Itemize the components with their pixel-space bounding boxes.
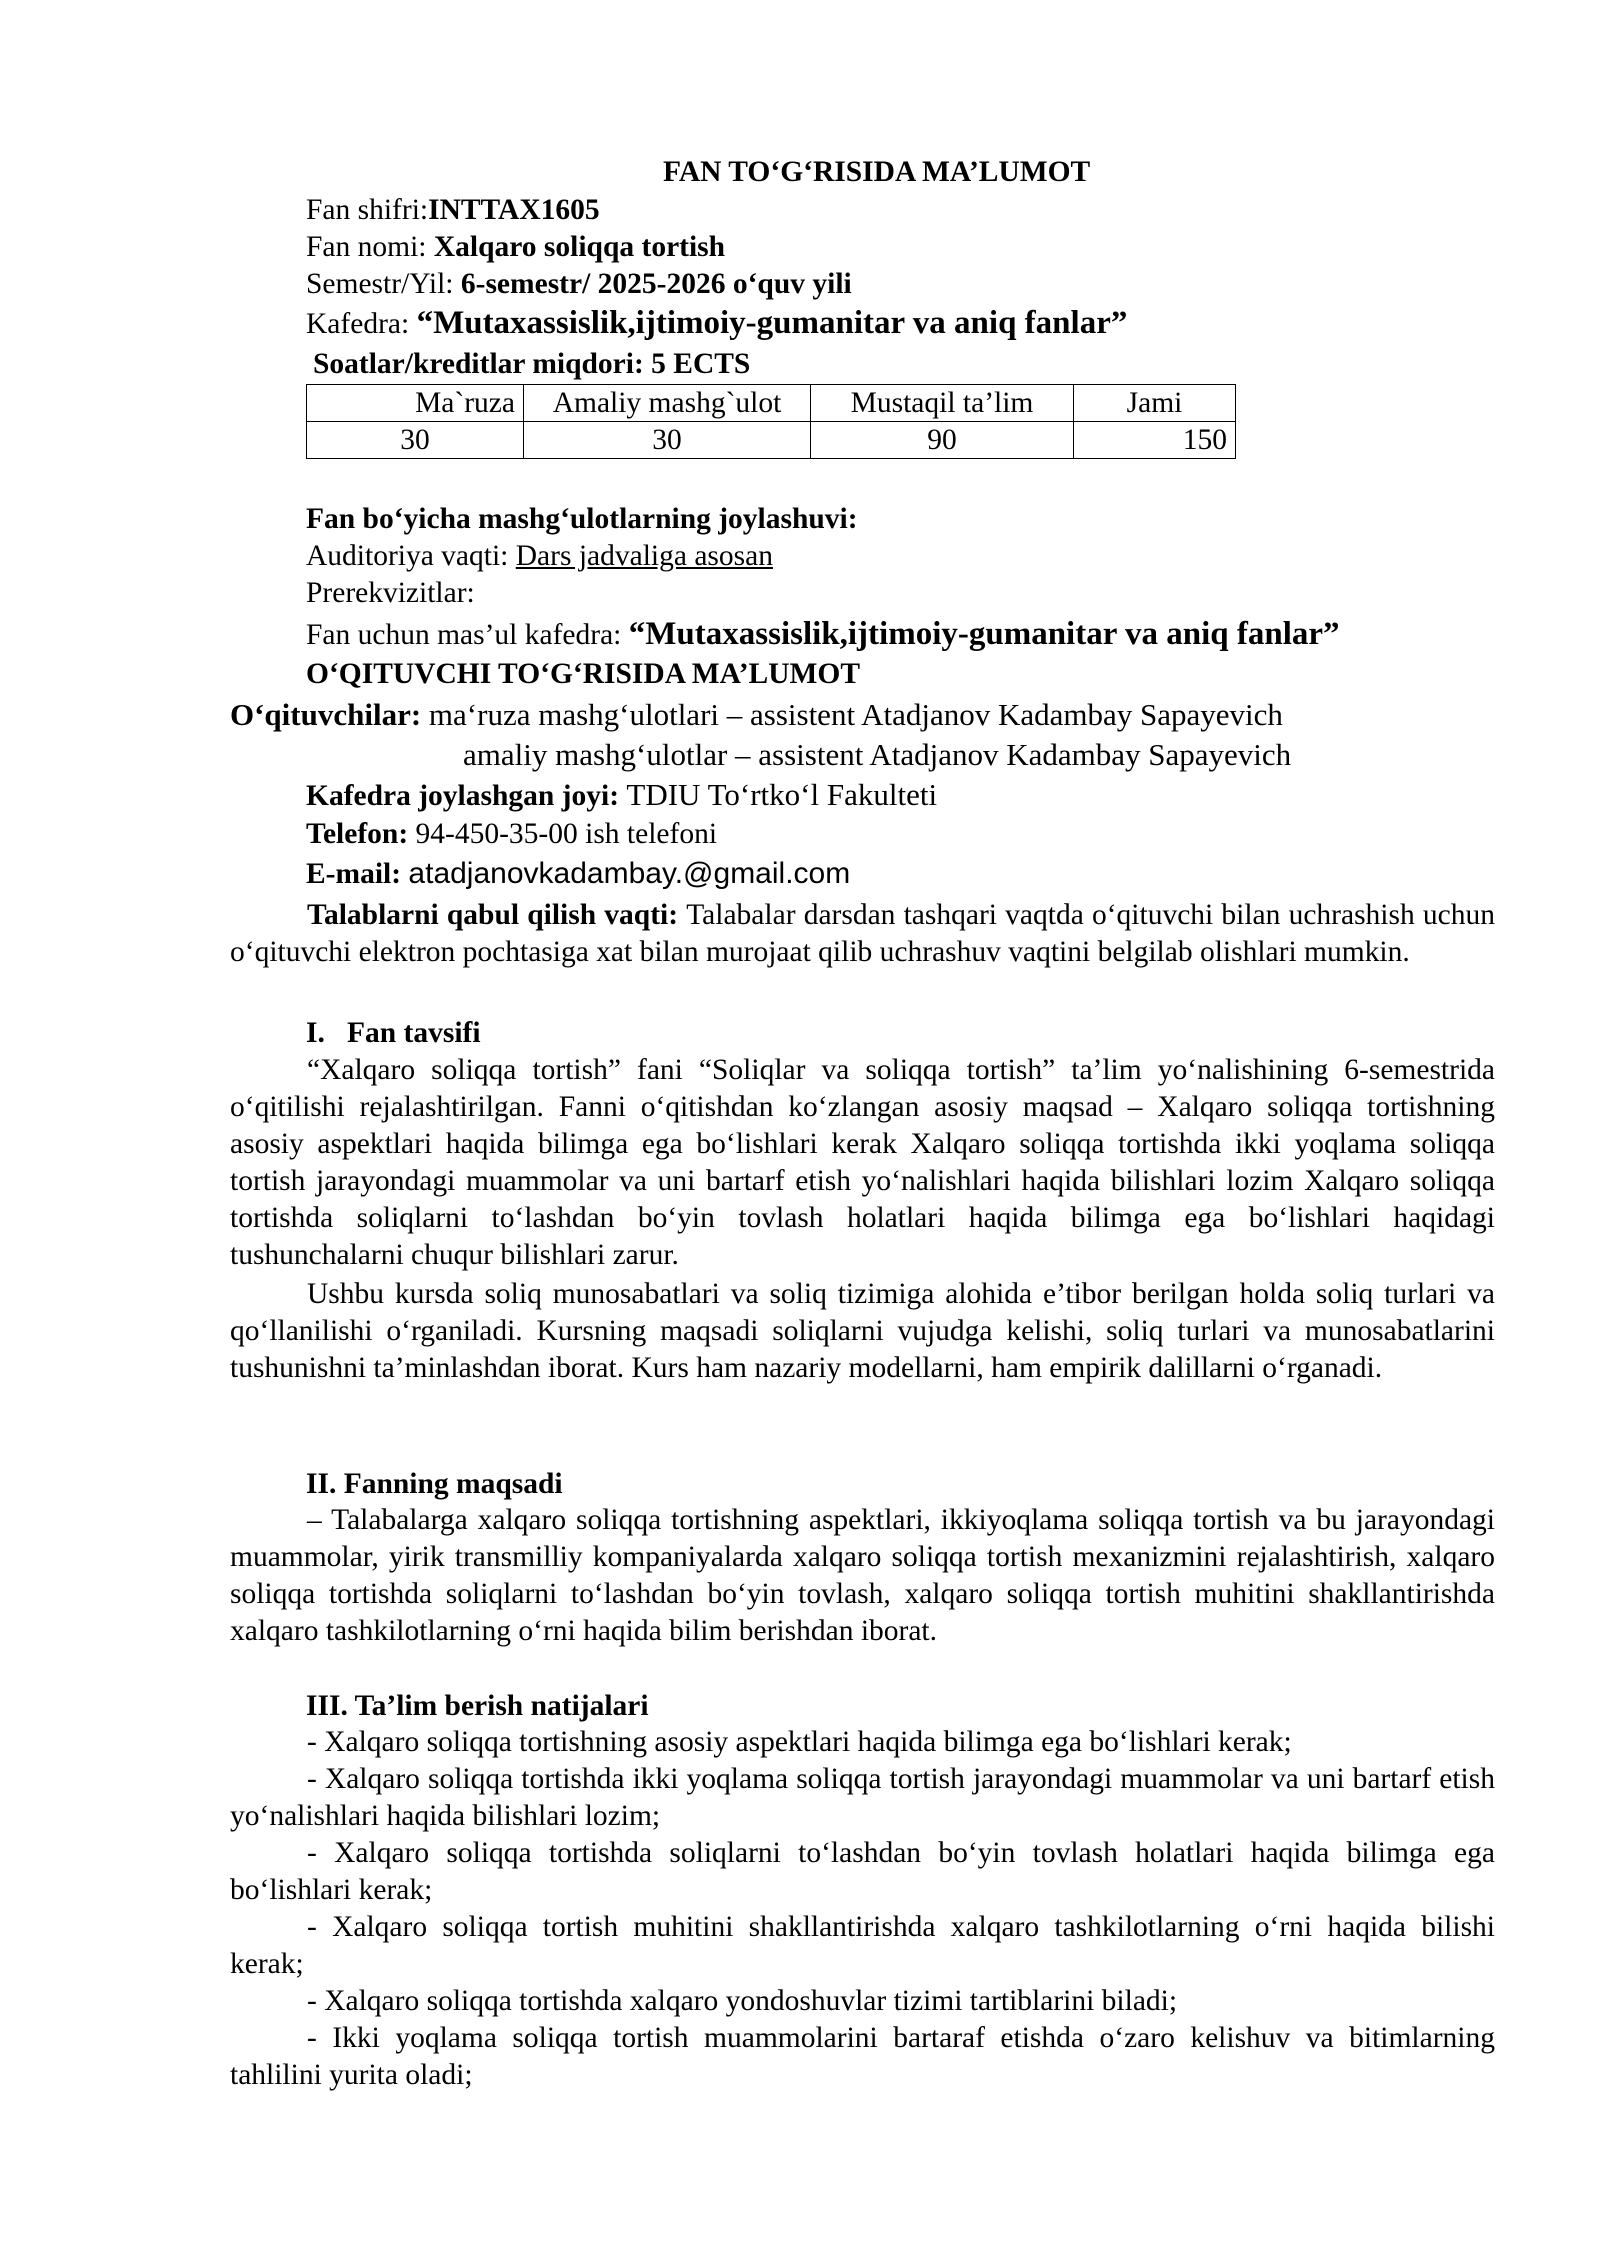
office-hours-text: Talabalar darsdan tashqari vaqtda o‘qituvchi bilan uchrashish uchun o‘qituvchi elektron pochtasiga xat bilan murojaat qilib uchrashuv vaqtini belgilab olishlari mumkin. xyxy=(230,899,1496,968)
section1-paragraph-2: Ushbu kursda soliq munosabatlari va soliq tizimiga alohida e’tibor berilgan holda soliq turlari va qo‘llanilishi o‘rganiladi. Kursning maqsadi soliqlarni vujudga kelishi, soliq turlari va munosabatlarini tushunishni ta’minlashdan iborat. Kurs ham nazariy modellarni, ham empirik dalillarni o‘rganadi. xyxy=(230,1278,1495,1384)
section3-heading: III. Ta’lim berish natijalari xyxy=(306,1690,649,1722)
list-item: - Xalqaro soliqqa tortish muhitini shakllantirishda xalqaro tashkilotlarning o‘rni haqida bilishi kerak; xyxy=(230,1911,1495,1980)
section1-heading xyxy=(306,1015,481,1051)
department-value: “Mutaxassislik,ijtimoiy-gumanitar va aniq fanlar” xyxy=(416,305,1128,341)
teachers-line-1 xyxy=(230,697,1283,733)
office-hours-label: Talablarni qabul qilish vaqti: xyxy=(307,899,687,931)
table-cell: 90 xyxy=(811,422,1074,459)
table-header-row xyxy=(307,385,1236,422)
section2-paragraph: – Talabalarga xalqaro soliqqa tortishning aspektlari, ikkiyoqlama soliqqa tortish va bu jarayondagi muammolar, yirik transmilliy kompaniyalarda xalqaro soliqqa tortish mexanizmini rejalashtirish, xalqaro soliqqa tortishda soliqlarni to‘lashdan bo‘yin tovlash, xalqaro soliqqa tortish muhitini shakllantirishda xalqaro tashkilotlarning o‘rni haqida bilim berishdan iborat. xyxy=(230,1504,1495,1647)
list-item: - Xalqaro soliqqa tortishning asosiy aspektlari haqida bilimga ega bo‘lishlari kerak; xyxy=(307,1726,1292,1758)
table-header-cell: Ma`ruza xyxy=(307,385,524,422)
department-label: Kafedra: xyxy=(306,308,417,340)
schedule-heading: Fan bo‘yicha mashg‘ulotlarning joylashuvi: xyxy=(306,503,858,535)
email-value: atadjanovkadambay.@gmail.com xyxy=(408,857,851,890)
prerequisites-line: Prerekvizitlar: xyxy=(306,577,475,609)
table-row xyxy=(307,422,1236,459)
responsible-dept-label: Fan uchun mas’ul kafedra: xyxy=(306,619,629,651)
table-header-cell: Jami xyxy=(1074,385,1236,422)
responsible-dept-line xyxy=(306,616,1340,653)
document-title: FAN TO‘G‘RISIDA MA’LUMOT xyxy=(663,156,1091,188)
location-line xyxy=(306,777,937,814)
section1-title: Fan tavsifi xyxy=(346,1017,481,1049)
course-code-label: Fan shifri: xyxy=(306,194,429,226)
section3-list xyxy=(230,1724,1495,2094)
list-item: - Xalqaro soliqqa tortishda ikki yoqlama soliqqa tortish jarayondagi muammolar va uni bartarf etish yo‘nalishlari haqida bilishlari lozim; xyxy=(230,1763,1495,1832)
semester-label: Semestr/Yil: xyxy=(306,268,461,300)
list-item: - Ikki yoqlama soliqqa tortish muammolarini bartaraf etishda o‘zaro kelishuv va bitimlarning tahlilini yurita oladi; xyxy=(230,2022,1495,2091)
auditorium-label: Auditoriya vaqti: xyxy=(306,540,516,572)
course-name-value: Xalqaro soliqqa tortish xyxy=(433,231,726,263)
email-line xyxy=(306,856,850,892)
location-value: TDIU To‘rtko‘l Fakulteti xyxy=(626,777,938,812)
auditorium-link[interactable]: Dars jadvaliga asosan xyxy=(515,540,773,572)
course-name-line xyxy=(306,229,725,265)
table-cell: 30 xyxy=(307,422,524,459)
section1-paragraph-1: “Xalqaro soliqqa tortish” fani “Soliqlar va soliqqa tortish” ta’lim yo‘nalishining 6-semestrida o‘qitilishi rejalashtirilgan. Fanni o‘qitishdan ko‘zlangan asosiy maqsad – Xalqaro soliqqa tortishning asosiy aspektlari haqida bilimga ega bo‘lishlari kerak Xalqaro soliqqa tortishda ikki yoqlama soliqqa tortish jarayondagi muammolar va uni bartarf etish yo‘nalishlari haqida bilishlari lozim Xalqaro soliqqa tortishda soliqlarni to‘lashdan bo‘yin tovlash holatlari haqida bilimga ega bo‘lishlari haqidagi tushunchalarni chuqur bilishlari zarur. xyxy=(230,1054,1495,1271)
teacher-lecture: ma‘ruza mashg‘ulotlari – assistent Atadjanov Kadambay Sapayevich xyxy=(428,697,1283,732)
location-label: Kafedra joylashgan joyi: xyxy=(306,780,627,812)
auditorium-line xyxy=(306,538,773,574)
office-hours-paragraph xyxy=(230,897,1495,971)
teachers-line-2: amaliy mashg‘ulotlar – assistent Atadjanov Kadambay Sapayevich xyxy=(463,737,1292,772)
phone-label: Telefon: xyxy=(306,818,416,850)
course-code-line xyxy=(306,192,600,228)
list-item: - Xalqaro soliqqa tortishda soliqlarni to‘lashdan bo‘yin tovlash holatlari haqida bilimga ega bo‘lishlari kerak; xyxy=(230,1837,1495,1906)
table-cell: 30 xyxy=(524,422,811,459)
teachers-label: O‘qituvchilar: xyxy=(230,697,429,732)
list-item: - Xalqaro soliqqa tortishda xalqaro yondoshuvlar tizimi tartiblarini biladi; xyxy=(307,1985,1178,2017)
phone-value: 94-450-35-00 ish telefoni xyxy=(415,818,718,850)
email-label: E-mail: xyxy=(306,858,409,890)
hours-table xyxy=(306,384,1236,459)
credits-line: Soatlar/kreditlar miqdori: 5 ECTS xyxy=(313,348,751,380)
responsible-dept-value: “Mutaxassislik,ijtimoiy-gumanitar va aniq fanlar” xyxy=(628,616,1340,652)
semester-line xyxy=(306,266,852,302)
course-name-label: Fan nomi: xyxy=(306,231,434,263)
section1-number: I. xyxy=(306,1017,325,1049)
department-line xyxy=(306,305,1127,342)
table-cell: 150 xyxy=(1074,422,1236,459)
section2-heading: II. Fanning maqsadi xyxy=(306,1468,563,1500)
table-header-cell: Mustaqil ta’lim xyxy=(811,385,1074,422)
course-code-value: INTTAX1605 xyxy=(428,194,600,226)
teacher-heading: O‘QITUVCHI TO‘G‘RISIDA MA’LUMOT xyxy=(306,658,860,690)
phone-line xyxy=(306,816,717,852)
semester-value: 6-semestr/ 2025-2026 o‘quv yili xyxy=(460,268,852,300)
table-header-cell: Amaliy mashg`ulot xyxy=(524,385,811,422)
